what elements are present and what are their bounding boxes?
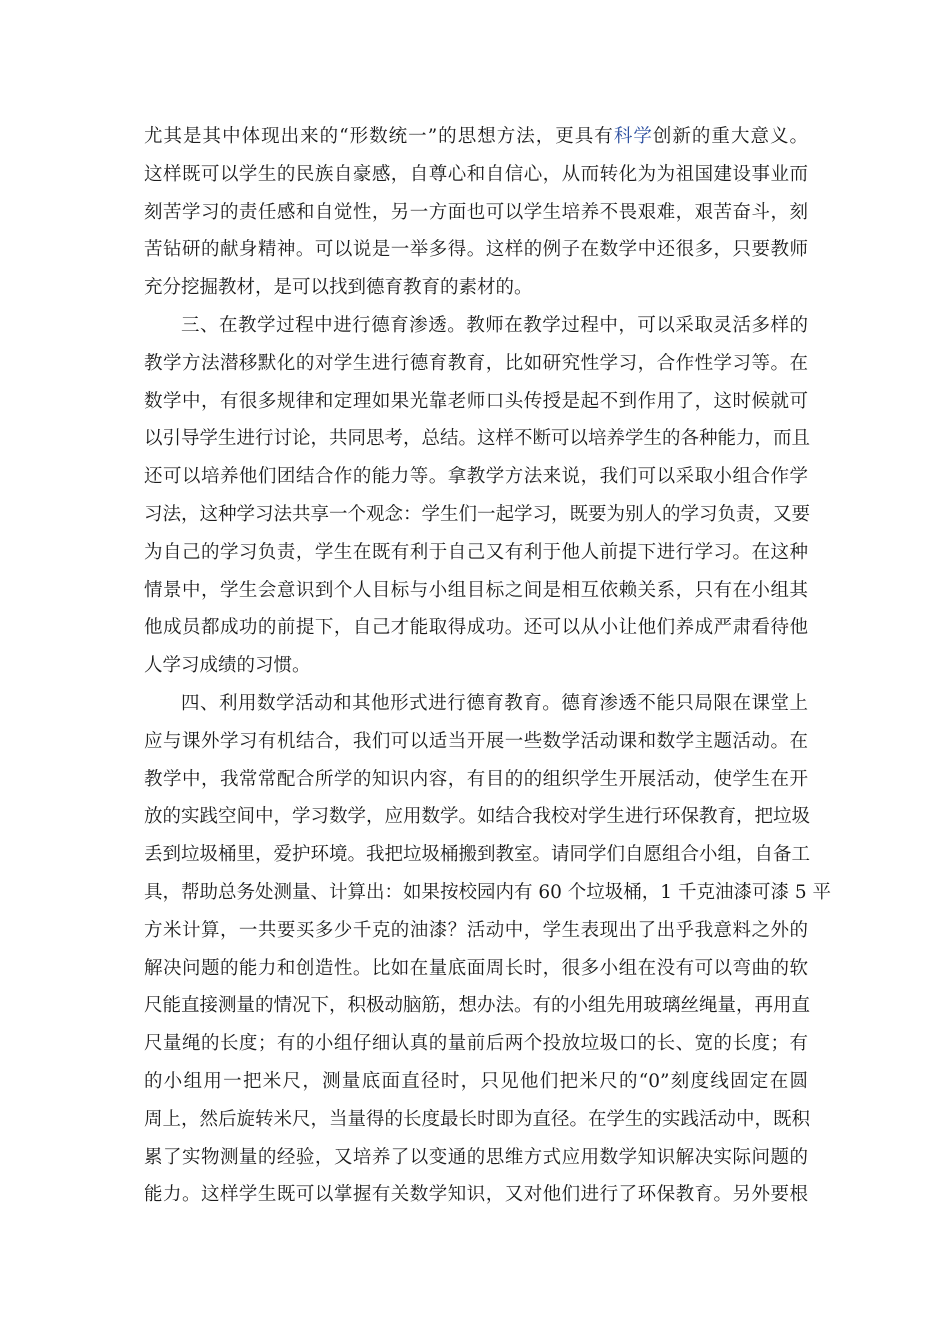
hyperlink[interactable]: 科学 (613, 126, 653, 147)
text-line (144, 1025, 808, 1063)
text-line (144, 1176, 808, 1214)
text-segment: 苦钻研的献身精神。可以说是一举多得。这样的例子在数学中还很多，只要教师 (144, 239, 808, 261)
text-segment: 人学习成绩的习惯。 (144, 655, 311, 677)
text-line (144, 685, 808, 723)
text-line (144, 1139, 808, 1177)
text-segment: 这样既可以学生的民族自豪感，自尊心和自信心，从而转化为为祖国建设事业而 (144, 163, 808, 185)
text-segment: 能力。这样学生既可以掌握有关数学知识，又对他们进行了环保教育。另外要根 (144, 1184, 808, 1206)
text-line (144, 950, 808, 988)
text-segment: 数学中，有很多规律和定理如果光靠老师口头传授是起不到作用了，这时候就可 (144, 390, 808, 412)
text-segment: 刻苦学习的责任感和自觉性，另一方面也可以学生培养不畏艰难，艰苦奋斗，刻 (144, 201, 808, 223)
text-segment: 三、在教学过程中进行德育渗透。教师在教学过程中，可以采取灵活多样的 (181, 314, 808, 336)
text-segment: 方米计算，一共要买多少千克的油漆？活动中，学生表现出了出乎我意料之外的 (144, 919, 808, 941)
text-line (144, 231, 808, 269)
text-line (144, 420, 811, 458)
text-segment: 具，帮助总务处测量、计算出：如果按校园内有 60 个垃圾桶，1 千克油漆可漆 5 平 (144, 881, 831, 903)
text-line (144, 496, 811, 534)
text-segment: 应与课外学习有机结合，我们可以适当开展一些数学活动课和数学主题活动。在 (144, 730, 808, 752)
text-segment: 还可以培养他们团结合作的能力等。拿教学方法来说，我们可以采取小组合作学 (144, 466, 808, 488)
text-line (144, 798, 811, 836)
text-segment: 教学方法潜移默化的对学生进行德育教育，比如研究性学习，合作性学习等。在 (144, 352, 808, 374)
text-segment: 累了实物测量的经验，又培养了以变通的思维方式应用数学知识解决实际问题的 (144, 1146, 808, 1168)
text-segment: 情景中，学生会意识到个人目标与小组目标之间是相互依赖关系，只有在小组其 (144, 579, 808, 601)
text-segment: 以引导学生进行讨论，共同思考，总结。这样不断可以培养学生的各种能力，而且 (144, 428, 811, 450)
text-segment: 为自己的学习负责，学生在既有利于自己又有利于他人前提下进行学习。在这种 (144, 541, 808, 563)
text-line (144, 269, 808, 307)
text-segment: 周上，然后旋转米尺，当量得的长度最长时即为直径。在学生的实践活动中，既积 (144, 1108, 811, 1130)
text-segment: 他成员都成功的前提下，自己才能取得成功。还可以从小让他们养成严肃看待他 (144, 617, 808, 639)
text-segment: 充分挖掘教材，是可以找到德育教育的素材的。 (144, 277, 533, 299)
text-line (144, 156, 808, 194)
text-line (144, 118, 808, 156)
text-segment: 创新的重大意义。 (652, 126, 808, 147)
text-line (144, 761, 808, 799)
text-segment: 解决问题的能力和创造性。比如在量底面周长时，很多小组在没有可以弯曲的软 (144, 957, 808, 979)
text-segment: 四、利用数学活动和其他形式进行德育教育。德育渗透不能只局限在课堂上 (181, 692, 808, 714)
text-line (144, 194, 808, 232)
text-line (144, 836, 811, 874)
text-line (144, 458, 808, 496)
text-line (144, 609, 808, 647)
text-line (144, 572, 808, 610)
text-segment: 放的实践空间中，学习数学，应用数学。如结合我校对学生进行环保教育，把垃圾 (144, 806, 811, 828)
text-line (144, 912, 808, 950)
text-line (144, 1101, 811, 1139)
text-line (144, 1063, 808, 1101)
text-segment: 尤其是其中体现出来的“形数统一”的思想方法，更具有 (144, 126, 614, 147)
text-line (144, 307, 808, 345)
text-segment: 习法，这种学习法共享一个观念：学生们一起学习，既要为别人的学习负责，又要 (144, 503, 811, 525)
text-line (144, 647, 808, 685)
text-line (144, 987, 811, 1025)
text-segment: 丢到垃圾桶里，爱护环境。我把垃圾桶搬到教室。请同学们自愿组合小组，自备工 (144, 844, 811, 866)
text-segment: 教学中，我常常配合所学的知识内容，有目的的组织学生开展活动，使学生在开 (144, 768, 808, 790)
text-line (144, 874, 831, 912)
text-line (144, 534, 808, 572)
text-line (144, 723, 808, 761)
body-text (144, 118, 831, 1214)
text-segment: 尺能直接测量的情况下，积极动脑筋，想办法。有的小组先用玻璃丝绳量，再用直 (144, 995, 811, 1017)
text-line (144, 345, 808, 383)
text-segment: 尺量绳的长度；有的小组仔细认真的量前后两个投放垃圾口的长、宽的长度；有 (144, 1033, 808, 1055)
text-segment: 的小组用一把米尺，测量底面直径时，只见他们把米尺的“0”刻度线固定在圆 (144, 1070, 808, 1092)
text-line (144, 383, 808, 421)
